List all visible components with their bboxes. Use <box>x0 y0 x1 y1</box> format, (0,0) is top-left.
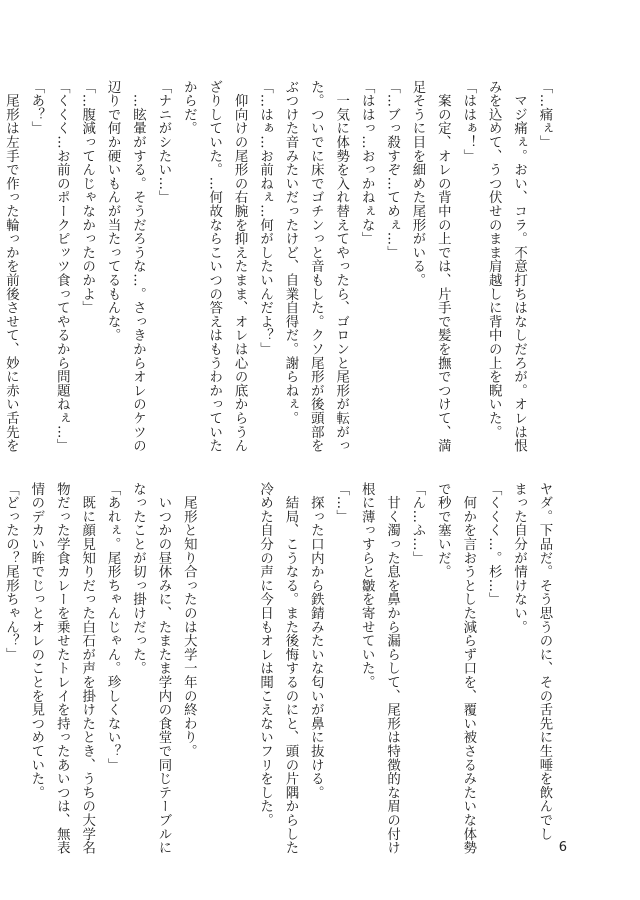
text-line: 「くくく…。杉…」 <box>486 482 502 607</box>
text-line: 冷めた自分の声に今日もオレは聞こえないフリをした。 <box>257 482 273 827</box>
text-line: 尾形と知り合ったのは大学一年の終わり。 <box>181 482 197 758</box>
text-line: 「ははぁ！」 <box>460 80 476 163</box>
text-line: 結局、こうなる。また後悔するのにと、頭の片隅からした <box>282 482 298 855</box>
text-line: 案の定、オレの背中の上では、片手で髪を撫でつけて、満 <box>435 80 451 453</box>
text-line <box>201 482 226 837</box>
text-line: 「…痛ぇ」 <box>537 80 552 149</box>
text-line: 何かを言おうとした減らず口を、覆い被さるみたいな体勢 <box>460 482 476 855</box>
text-line: 「あれぇ。尾形ちゃんじゃん。珍しくない？」 <box>105 482 121 772</box>
text-line: まった自分が情けない。 <box>511 482 527 634</box>
text-line: ざりしていた。…何故ならこいつの答えはもうわかっていた <box>206 80 222 453</box>
text-line: 情のデカい眸でじっとオレのことを見つめていた。 <box>28 482 44 800</box>
text-line: 「ははっ…おっかねぇな」 <box>359 80 375 246</box>
text-line: 「どったの？尾形ちゃん？」 <box>3 482 19 662</box>
text-line: 探った口内から鉄錆みたいな匂いが鼻に抜ける。 <box>308 482 324 800</box>
lower-text-block <box>0 482 557 855</box>
text-line: 「くくく…お前のポークピッツ食ってやるから問題ねぇ…」 <box>54 80 70 453</box>
text-line: 物だった学食カレーを乗せたトレイを持ったあいつは、無表 <box>54 482 70 855</box>
text-line: 「ん…ふ…」 <box>409 482 425 565</box>
text-line: 「…」 <box>333 482 349 524</box>
text-line: で秒で塞いだ。 <box>435 482 451 579</box>
text-line: ぶつけた音みたいだったけど、自業自得だ。謝らねぇ。 <box>282 80 298 425</box>
text-line: 尾形は左手で作った輪っかを前後させて、妙に赤い舌先を <box>3 80 19 453</box>
text-line: 「…腹減ってんじゃなかったのかよ」 <box>79 80 95 315</box>
text-line: 既に顔見知りだった白石が声を掛けたとき、うちの大学名 <box>79 482 95 855</box>
page-number: 6 <box>558 840 567 855</box>
text-line: みを込めて、うつ伏せのまま肩越しに背中の上を睨いた。 <box>486 80 502 439</box>
text-line: 「…はぁ…お前ねぇ…何がしたいんだよ？」 <box>257 80 273 356</box>
text-line: 辺りで何か硬いもんが当たってるもんな。 <box>105 80 121 343</box>
text-line: た。ついでに床でゴチンっと音もした。クソ尾形が後頭部を <box>308 80 324 453</box>
text-line: からだ。 <box>181 80 197 136</box>
text-line <box>227 482 252 837</box>
text-line: 「ナニがシたい…」 <box>155 80 171 205</box>
text-line: 甘く濁った息を鼻から漏らして、尾形は特徴的な眉の付け <box>384 482 400 855</box>
text-line: 「…ブっ殺すぞ…てめぇ…」 <box>384 80 400 260</box>
text-line: 一気に体勢を入れ替えてやったら、ゴロンと尾形が転がっ <box>333 80 349 453</box>
text-line: …眩暈がする。そうだろうな…。さっきからオレのケツの <box>130 80 146 453</box>
upper-text-block <box>0 80 557 455</box>
text-line: 足そうに目を細めた尾形がいる。 <box>409 80 425 287</box>
text-line: いつかの昼休みに、たまたま学内の食堂で同じテーブルに <box>155 482 171 855</box>
text-line: 仰向けの尾形の右腕を抑えたまま、オレは心の底からうん <box>232 80 248 453</box>
text-line: なったことが切っ掛けだった。 <box>130 482 146 676</box>
text-line: ヤダ。下品だ。そう思うのに、その舌先に生唾を飲んでし <box>537 482 552 841</box>
text-line: 根に薄っすらと皺を寄せていた。 <box>359 482 375 689</box>
text-line: 「あ？」 <box>28 80 44 136</box>
text-line: マジ痛ぇ。おい、コラ。不意打ちはなしだろが。オレは恨 <box>511 80 527 453</box>
